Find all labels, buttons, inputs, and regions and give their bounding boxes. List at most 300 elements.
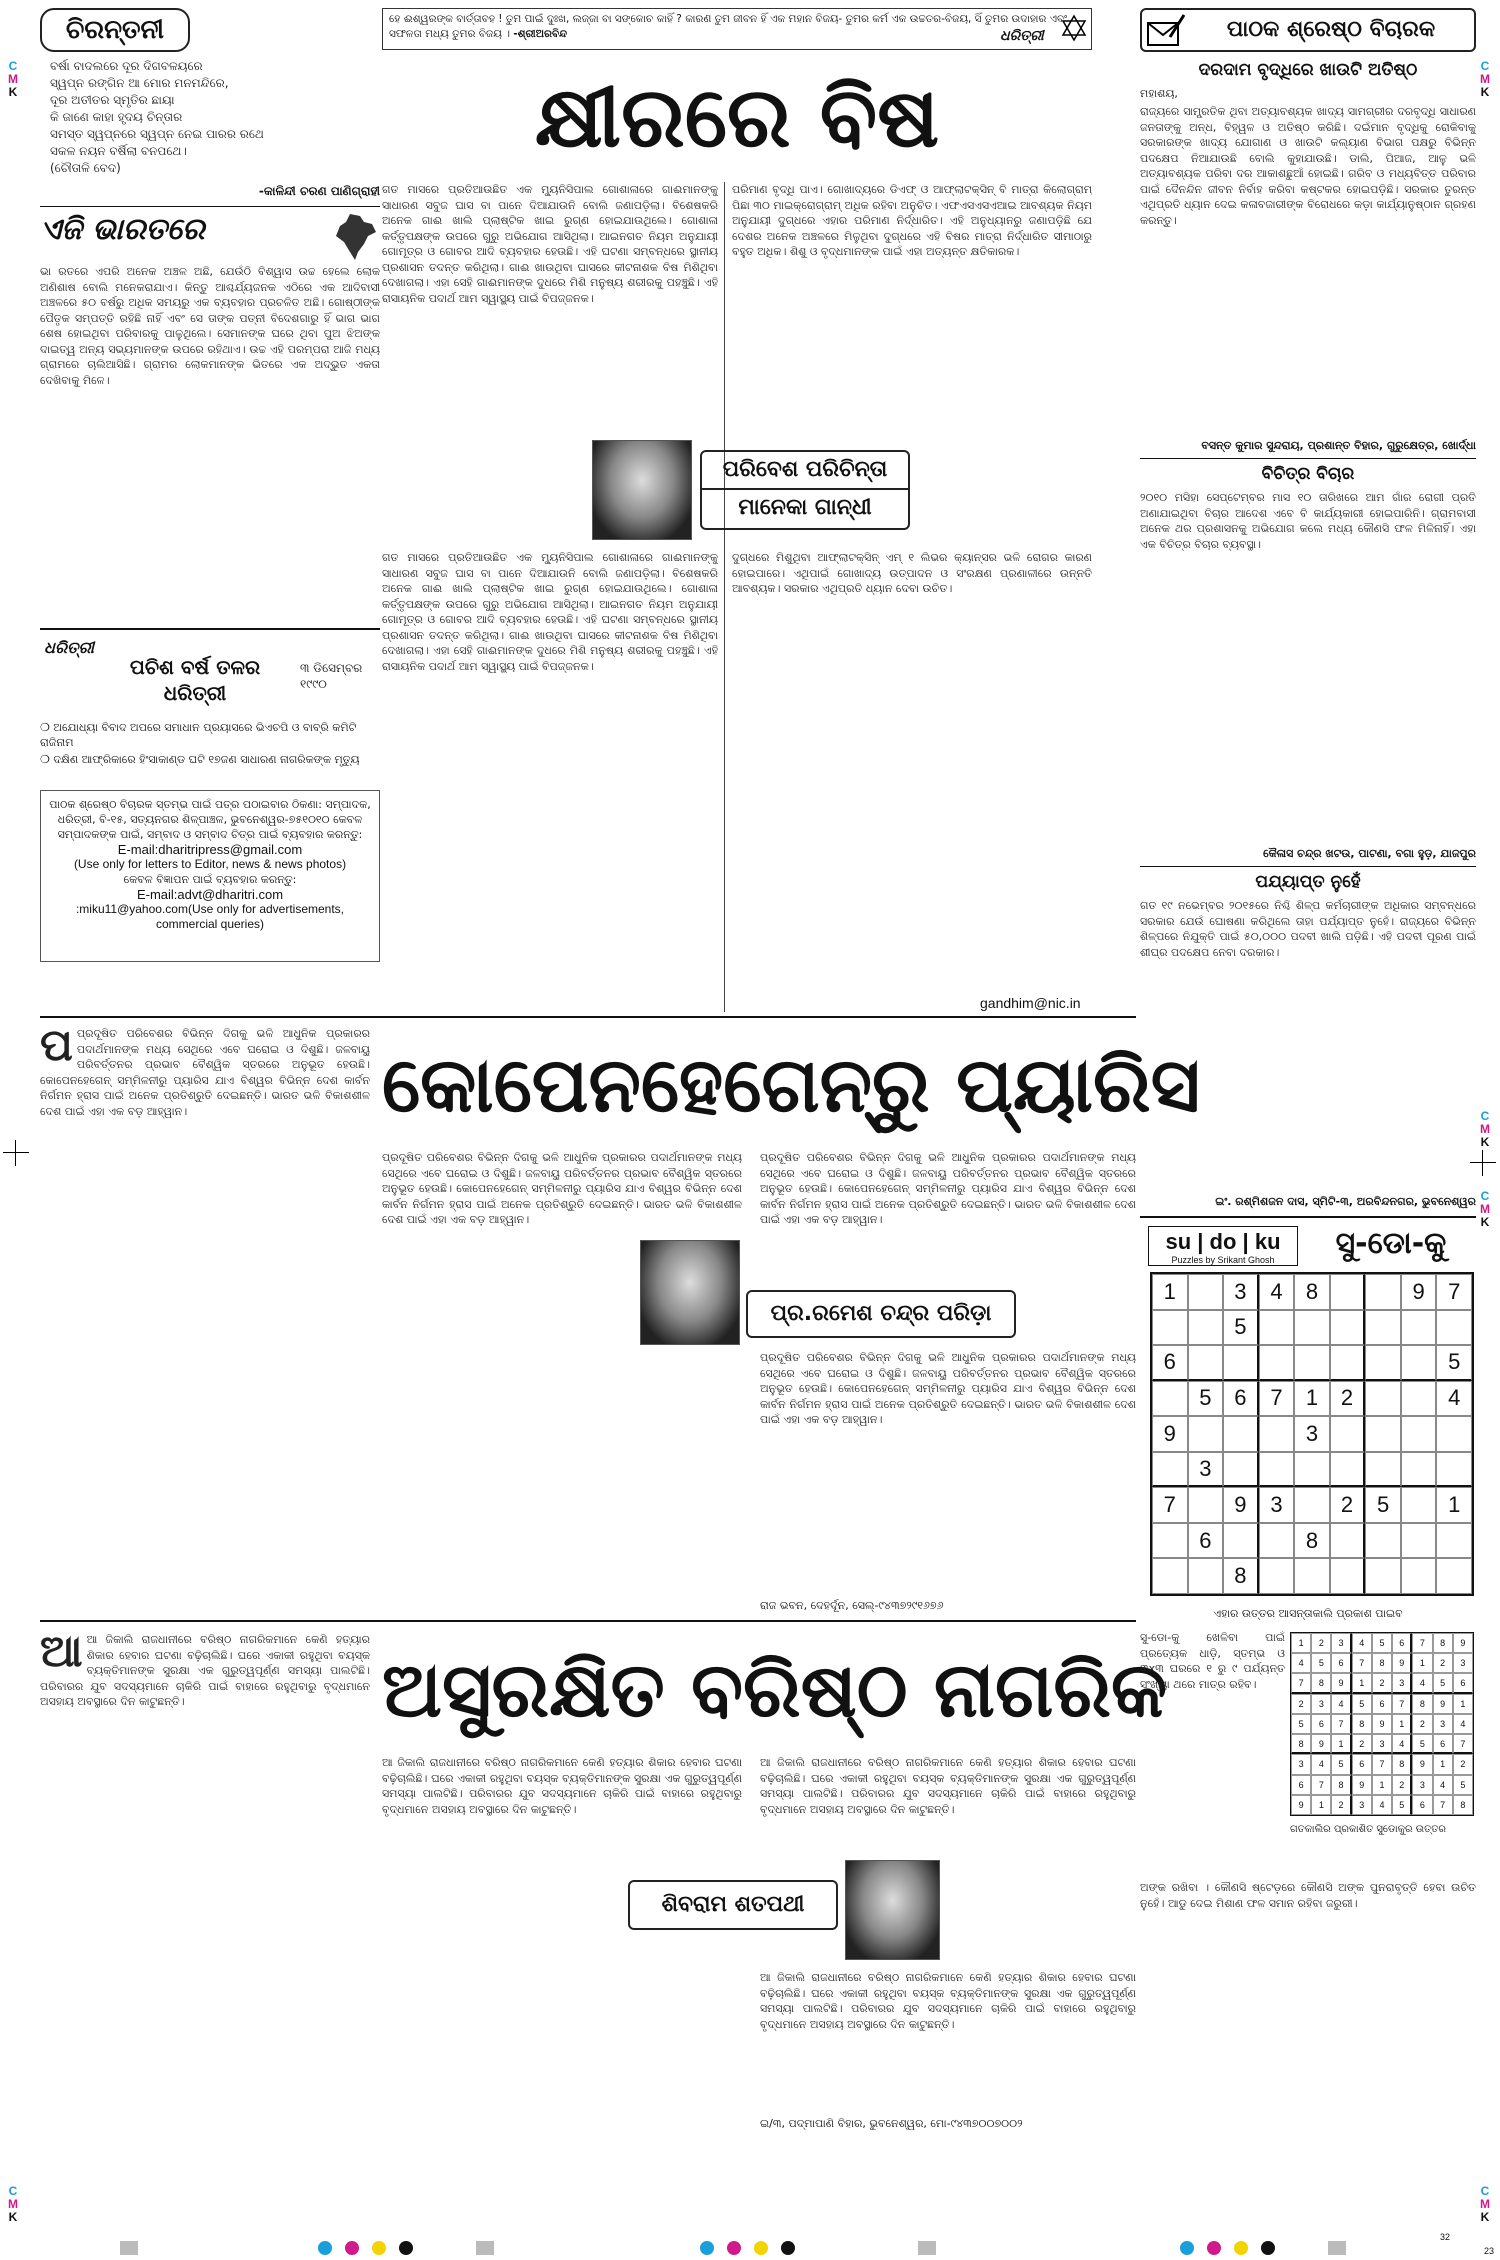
sudoku-cell: 5 bbox=[1352, 1694, 1372, 1714]
chirantani-header: ଚିରନ୍ତନୀ bbox=[40, 8, 190, 52]
cmyk-mark-top-right bbox=[1478, 60, 1492, 99]
column-divider bbox=[724, 182, 725, 1012]
sudoku-cell[interactable] bbox=[1223, 1416, 1259, 1452]
sudoku-cell: 4 bbox=[1372, 1795, 1392, 1815]
shibaram-box: ଶିବରାମ ଶତପଥୀ bbox=[628, 1880, 838, 1930]
letter3-body: ଗତ ୧୯ ନଭେମ୍ବର ୨୦୧୫ରେ ନିଶ୍ଚି ଶିଳ୍ପ କର୍ମଚାରୀଙ୍କ ଅଧିକାର ସମ୍ବନ୍ଧରେ ସରକାର ଯେଉଁ ଘୋଷଣା କରିଥିଲେ ତାହା ପର୍ଯ୍ୟାପ୍ତ ନୁହେଁ। ରାଜ୍ୟରେ ବିଭିନ୍ନ ଶିଳ୍ପରେ ନିଯୁକ୍ତି ପାଇଁ ୫୦,୦୦୦ ପଦବୀ ଖାଲି ପଡ଼ିଛି। ଏହି ପଦବୀ ପୂରଣ ପାଇଁ ଶୀଘ୍ର ପଦକ୍ଷେପ ନେବା ଦରକାର। bbox=[1140, 899, 1476, 959]
sudoku-cell: 7 bbox=[1392, 1694, 1412, 1714]
sudoku-cell: 7 bbox=[1331, 1714, 1351, 1734]
sudoku-cell: 2 bbox=[1331, 1795, 1351, 1815]
sudoku-puzzle-grid[interactable] bbox=[1150, 1272, 1474, 1596]
parivesha-box bbox=[700, 450, 910, 530]
cmyk-k: K bbox=[8, 2210, 18, 2224]
black-dot bbox=[1261, 2241, 1275, 2255]
masthead-logo: ଧରିତ୍ରୀ bbox=[1000, 28, 1044, 44]
cyan-dot bbox=[1180, 2241, 1194, 2255]
sudoku-cell[interactable] bbox=[1259, 1452, 1295, 1488]
divider bbox=[1140, 458, 1476, 459]
logo-su: su bbox=[1165, 1229, 1192, 1254]
sudoku-cell[interactable] bbox=[1188, 1274, 1224, 1310]
sudoku-cell: 1 bbox=[1372, 1775, 1392, 1795]
sudoku-cell: 6 bbox=[1331, 1653, 1351, 1673]
email-editor-note: (Use only for letters to Editor, news & news photos) bbox=[73, 857, 347, 871]
cmyk-k: K bbox=[8, 85, 18, 99]
sudoku-cell[interactable] bbox=[1365, 1381, 1401, 1417]
sudoku-cell[interactable] bbox=[1188, 1558, 1224, 1594]
editorial2-col3-cont: ପ୍ରଦୂଷିତ ପରିବେଶର ବିଭିନ୍ନ ଦିଗକୁ ଭଳି ଆଧୁନିକ ପ୍ରକାରର ପଦାର୍ଥମାନଙ୍କ ମଧ୍ୟ ସେଥିରେ ଏବେ ଘରୋଇ ଓ ଦିଶୁଛି। ଜଳବାୟୁ ପରିବର୍ତ୍ତନର ପ୍ରଭାବ ବୈଶ୍ୱିକ ସ୍ତରରେ ଅନୁଭୂତ ହେଉଛି। କୋପେନହେଗେନ୍ ସମ୍ମିଳନୀରୁ ପ୍ୟାରିସ ଯାଏ ବିଶ୍ୱର ବିଭିନ୍ନ ଦେଶ କାର୍ବନ ନିର୍ଗମନ ହ୍ରାସ ପାଇଁ ଅନେକ ପ୍ରତିଶ୍ରୁତି ଦେଇଛନ୍ତି। ଭାରତ ଭଳି ବିକାଶଶୀଳ ଦେଶ ପାଇଁ ଏହା ଏକ ବଡ଼ ଆହ୍ୱାନ। bbox=[760, 1351, 1136, 1426]
sudoku-cell: 5 bbox=[1311, 1653, 1331, 1673]
sudoku-cell[interactable] bbox=[1223, 1452, 1259, 1488]
page-number: 32 bbox=[1440, 2232, 1451, 2242]
cmyk-m: M bbox=[1480, 2197, 1490, 2211]
editorial3-col1 bbox=[40, 1632, 370, 2132]
sudoku-cell[interactable] bbox=[1330, 1452, 1366, 1488]
sudoku-cell[interactable] bbox=[1365, 1310, 1401, 1346]
sudoku-cell[interactable] bbox=[1152, 1381, 1188, 1417]
badge-date: ୩ ଡିସେମ୍ବର ୧୯୯୦ bbox=[300, 661, 363, 691]
sudoku-cell[interactable]: 4 bbox=[1436, 1381, 1472, 1417]
sudoku-cell: 8 bbox=[1331, 1775, 1351, 1795]
sudoku-cell[interactable] bbox=[1330, 1274, 1366, 1310]
sudoku-cell[interactable] bbox=[1401, 1523, 1437, 1559]
email-advt-intro: କେବଳ ବିଜ୍ଞାପନ ପାଇଁ ବ୍ୟବହାର କରନ୍ତୁ: bbox=[123, 873, 297, 886]
sudoku-cell: 9 bbox=[1453, 1633, 1473, 1653]
sudoku-cell: 2 bbox=[1372, 1673, 1392, 1693]
sudoku-cell[interactable]: 2 bbox=[1330, 1381, 1366, 1417]
cyan-dot bbox=[700, 2241, 714, 2255]
letter1-sign: ବସନ୍ତ କୁମାର ସୁନ୍ଦରାୟ, ପ୍ରଶାନ୍ତ ବିହାର, ଗୁରୁକ୍ଷେତ୍ର, ଖୋର୍ଦ୍ଧା bbox=[1201, 439, 1476, 452]
magenta-dot bbox=[1207, 2241, 1221, 2255]
editorial1-col2: ପରିମାଣ ବୃଦ୍ଧି ପାଏ। ଗୋଖାଦ୍ୟରେ ଡିଏଫ୍ ଓ ଆଫ୍ଲାଟକ୍ସିନ୍ ବି ମାତ୍ରା କିଲୋଗ୍ରାମ୍ ପିଛା ୩୦ ମାଇକ୍ରୋଗ୍ରାମ୍ ଅଧିକ ରହିବା ଅନୁଚିତ। ଏଫଏସଏସଏଆଇ ଆବଶ୍ୟକ ନିୟମ ଅନୁଯାୟୀ ଦୁଗ୍ଧରେ ଏହାର ପରିମାଣ ନିର୍ଦ୍ଧାରିତ। ଏହି ଅନୁଧ୍ୟାନରୁ ଜଣାପଡ଼ିଛି ଯେ ଦେଶର ଅନେକ ଅଞ୍ଚଳରେ ମିଳୁଥିବା ଦୁଗ୍ଧରେ ଏହି ବିଷର ମାତ୍ରା ନିର୍ଦ୍ଧାରିତ ସୀମାଠାରୁ ବହୁତ ଅଧିକ। ଶିଶୁ ଓ ବୃଦ୍ଧମାନଙ୍କ ପାଇଁ ଏହା ଅତ୍ୟନ୍ତ କ୍ଷତିକାରକ। bbox=[732, 183, 1092, 258]
email-editor-link[interactable]: E-mail:dharitripress@gmail.com bbox=[117, 842, 303, 857]
sudoku-cell[interactable] bbox=[1401, 1416, 1437, 1452]
sudoku-cell[interactable]: 5 bbox=[1223, 1310, 1259, 1346]
sudoku-cell[interactable]: 7 bbox=[1259, 1381, 1295, 1417]
sudoku-cell: 1 bbox=[1291, 1633, 1311, 1653]
sudoku-cell: 2 bbox=[1291, 1694, 1311, 1714]
sudoku-cell[interactable] bbox=[1436, 1558, 1472, 1594]
sudoku-cell[interactable] bbox=[1223, 1523, 1259, 1559]
cmyk-c: C bbox=[1480, 59, 1490, 73]
sudoku-cell: 4 bbox=[1433, 1775, 1453, 1795]
sudoku-cell[interactable]: 1 bbox=[1294, 1381, 1330, 1417]
sudoku-cell[interactable]: 1 bbox=[1152, 1274, 1188, 1310]
sudoku-cell[interactable] bbox=[1152, 1452, 1188, 1488]
sudoku-cell[interactable] bbox=[1365, 1523, 1401, 1559]
cmyk-k: K bbox=[1480, 2210, 1490, 2224]
grey-block bbox=[918, 2241, 936, 2255]
author-photo-maneka bbox=[592, 440, 692, 540]
black-dot bbox=[399, 2241, 413, 2255]
registration-crosshair-left bbox=[3, 1140, 29, 1166]
sudoku-cell[interactable]: 8 bbox=[1223, 1558, 1259, 1594]
color-bar-2 bbox=[700, 2240, 1100, 2256]
grey-block bbox=[476, 2241, 494, 2255]
cmyk-m: M bbox=[8, 72, 18, 86]
headline-kshirare-bisha: କ୍ଷୀରରେ ବିଷ bbox=[534, 68, 940, 166]
sudoku-cell: 9 bbox=[1433, 1694, 1453, 1714]
quote-strip bbox=[382, 8, 1092, 50]
yellow-dot bbox=[754, 2241, 768, 2255]
sudoku-cell: 6 bbox=[1453, 1673, 1473, 1693]
sudoku-cell: 8 bbox=[1352, 1714, 1372, 1734]
magenta-dot bbox=[345, 2241, 359, 2255]
section-divider bbox=[40, 1620, 1136, 1622]
yellow-dot bbox=[1234, 2241, 1248, 2255]
sudoku-odia-title: ସୁ-ଡୋ-କୁ bbox=[1335, 1226, 1447, 1261]
sudoku-cell: 9 bbox=[1331, 1673, 1351, 1693]
sudoku-cell: 9 bbox=[1311, 1734, 1331, 1754]
editorial3-col2: ଆ ଜିକାଲି ରାଜଧାନୀରେ ବରିଷ୍ଠ ନାଗରିକମାନେ କେଣି ହତ୍ୟାର ଶିକାର ହେବାର ଘଟଣା ବଢ଼ିଚାଲିଛି। ଘରେ ଏକାକୀ ରହୁଥିବା ବୟସ୍କ ବ୍ୟକ୍ତିମାନଙ୍କ ସୁରକ୍ଷା ଏକ ଗୁରୁତ୍ୱପୂର୍ଣ୍ଣ ସମସ୍ୟା ପାଲଟିଛି। ପରିବାରର ଯୁବ ସଦସ୍ୟମାନେ ଚାକିରି ପାଇଁ ବାହାରେ ରହୁଥିବାରୁ ବୃଦ୍ଧମାନେ ଅସହାୟ ଅବସ୍ଥାରେ ଦିନ କାଟୁଛନ୍ତି। bbox=[382, 1756, 742, 1816]
sudoku-cell: 1 bbox=[1412, 1653, 1432, 1673]
sudoku-cell: 3 bbox=[1311, 1694, 1331, 1714]
badge-bullet-1 bbox=[40, 720, 380, 750]
bullet-icon: ❍ bbox=[40, 721, 54, 734]
email-advt-note[interactable]: :miku11@yahoo.com(Use only for advertisements, commercial queries) bbox=[75, 902, 345, 931]
sudoku-cell[interactable]: 5 bbox=[1436, 1345, 1472, 1381]
letter3-title: ପଯ୍ୟାପ୍ତ ନୁହେଁ bbox=[1255, 872, 1361, 892]
sudoku-cell[interactable] bbox=[1365, 1274, 1401, 1310]
sudoku-cell: 6 bbox=[1291, 1775, 1311, 1795]
sudoku-cell: 7 bbox=[1352, 1653, 1372, 1673]
sudoku-cell[interactable] bbox=[1365, 1345, 1401, 1381]
reader-header bbox=[1140, 8, 1476, 52]
sudoku-cell[interactable]: 9 bbox=[1152, 1416, 1188, 1452]
sudoku-cell[interactable] bbox=[1330, 1416, 1366, 1452]
sudoku-cell[interactable]: 8 bbox=[1294, 1523, 1330, 1559]
aji-bharatare-title: ଏଜି ଭାରତରେ bbox=[40, 212, 205, 247]
sudoku-cell: 4 bbox=[1291, 1653, 1311, 1673]
sudoku-cell[interactable] bbox=[1436, 1452, 1472, 1488]
sudoku-cell[interactable] bbox=[1436, 1523, 1472, 1559]
sudoku-cell[interactable]: 3 bbox=[1223, 1274, 1259, 1310]
sudoku-cell[interactable] bbox=[1330, 1310, 1366, 1346]
bullet-text: ଅଯୋଧ୍ୟା ବିବାଦ ଅପରେ ସମାଧାନ ପ୍ରୟାସରେ ଭିଏଚପି ଓ ବାବ୍ରି କମିଟି ରାଜିନାମ bbox=[40, 721, 357, 749]
letter3-sign: ଇଂ. ରଶ୍ମିଶଜନ ଦାସ, ସ୍ମିଟି-୩, ଅରବିନ୍ଦନଗର, ଭୁବନେଶ୍ୱର bbox=[1215, 1195, 1476, 1208]
sudoku-cell: 7 bbox=[1412, 1633, 1432, 1653]
sudoku-cell[interactable] bbox=[1401, 1345, 1437, 1381]
sudoku-cell: 6 bbox=[1433, 1734, 1453, 1754]
sudoku-cell: 5 bbox=[1412, 1734, 1432, 1754]
sudoku-cell[interactable] bbox=[1188, 1487, 1224, 1523]
sudoku-cell: 2 bbox=[1311, 1633, 1331, 1653]
twentyfive-years-badge bbox=[40, 636, 380, 716]
sudoku-cell: 2 bbox=[1352, 1734, 1372, 1754]
sudoku-cell: 4 bbox=[1453, 1714, 1473, 1734]
cmyk-mark-mid-right-2 bbox=[1478, 1190, 1492, 1229]
sudoku-byline: Puzzles by Srikant Ghosh bbox=[1171, 1255, 1275, 1265]
sudoku-cell[interactable]: 4 bbox=[1259, 1274, 1295, 1310]
sudoku-cell: 6 bbox=[1352, 1754, 1372, 1774]
chirantani-author: -କାଳିନ୍ଦୀ ଚରଣ ପାଣିଗ୍ରାହୀ bbox=[258, 184, 380, 198]
email-advt-link[interactable]: E-mail:advt@dharitri.com bbox=[136, 887, 284, 902]
sudoku-cell[interactable]: 6 bbox=[1223, 1381, 1259, 1417]
box-author: ମାନେକା ଗାନ୍ଧୀ bbox=[738, 495, 872, 520]
sudoku-cell: 4 bbox=[1331, 1694, 1351, 1714]
sudoku-cell[interactable]: 1 bbox=[1436, 1487, 1472, 1523]
sudoku-cell: 3 bbox=[1331, 1633, 1351, 1653]
letter2-sign: କୈଳାସ ଚନ୍ଦ୍ର ଖଟଉ, ପାଟଣା, ବଗା ହୁଡ଼, ଯାଜପୁର bbox=[1263, 847, 1476, 860]
sudoku-cell: 6 bbox=[1311, 1714, 1331, 1734]
editorial2-footer: ରାଜ ଭବନ, ଦେହର୍ଦୂନ, ସେଲ୍-୯୪୩୭୨୯୧୬୭୬ bbox=[760, 1599, 944, 1612]
sudoku-cell[interactable] bbox=[1330, 1345, 1366, 1381]
sudoku-cell: 2 bbox=[1453, 1754, 1473, 1774]
editorial1-col1-cont: ଗତ ମାସରେ ପ୍ରତିଆଉଛିତ ଏକ ମ୍ୟୁନିସିପାଲ ଗୋଶାଳାରେ ଗାଈମାନଙ୍କୁ ସାଧାରଣ ସବୁଜ ଘାସ ବା ପାନେ ଦିଆଯାଉନି ବୋଲି ଜଣାପଡ଼ିଲା। ବିଶେଷକରି ଅନେକ ଗାଈ ଖାଲି ପ୍ଲାଷ୍ଟିକ ଖାଇ ରୁଗ୍ଣ ହୋଇଯାଉଥିଲେ। ଗୋଶାଳା କର୍ତ୍ତୃପକ୍ଷଙ୍କ ଉପରେ ଗୁରୁ ଅଭିଯୋଗ ଆସିଥିଲା। ଆଇନଗତ ନିୟମ ଅନୁଯାୟୀ ଗୋମୂତ୍ର ଓ ଗୋବର ଆଦି ବ୍ୟବହାର ହେଉଛି। ଏହି ଘଟଣା ସମ୍ବନ୍ଧରେ ସ୍ଥାନୀୟ ପ୍ରଶାସନ ତଦନ୍ତ କରିଥିଲା। ଗାଈ ଖାଉଥିବା ଘାସରେ କୀଟନାଶକ ବିଷ ମିଶିଥିବା ଦେଖାଗଲା। ଏହା ସେହି ଗାଈମାନଙ୍କ ଦୁଧରେ ମିଶି ମନୁଷ୍ୟ ଶରୀରକୁ ପହଞ୍ଚୁଛି। ଏହି ରାସାୟନିକ ପଦାର୍ଥ ଆମ ସ୍ୱାସ୍ଥ୍ୟ ପାଇଁ ବିପଜ୍ଜନକ। bbox=[382, 551, 718, 673]
section-divider bbox=[40, 1016, 1136, 1018]
quote-text: ହେ ଈଶ୍ୱରଙ୍କ ବାର୍ତ୍ତାବହ ! ତୁମ ପାଇଁ ଦୁଃଖ, ଲଜ୍ଜା ବା ସଙ୍କୋଚ କାହିଁ ? କାରଣ ତୁମ ଜୀବନ ହିଁ ଏକ ମହାନ ବିଜୟ- ତୁମର କର୍ମ ଏକ ଉଚ୍ଚତର-ବିଜୟ, ସିଁ ତୁମର ଉଦାହାର ଏବଂ ସଫଳତା ମଧ୍ୟ ତୁମର ବିଜୟ । bbox=[389, 13, 1067, 40]
divider bbox=[40, 206, 380, 207]
sudoku-cell: 9 bbox=[1412, 1754, 1432, 1774]
sudoku-cell[interactable]: 3 bbox=[1294, 1416, 1330, 1452]
editorial3-footer: ଇ/୩, ପଦ୍ମାପାଣି ବିହାର, ଭୁବନେଶ୍ୱର, ମୋ-୯୪୩୭୦୦୭୦୦୨ bbox=[760, 2117, 1023, 2130]
sudoku-cell[interactable]: 8 bbox=[1294, 1274, 1330, 1310]
cmyk-k: K bbox=[1480, 1135, 1490, 1149]
sudoku-cell: 6 bbox=[1392, 1633, 1412, 1653]
sudoku-answer-note: ଏହାର ଉତ୍ତର ଆସନ୍ତାକାଲି ପ୍ରକାଶ ପାଇବ bbox=[1213, 1607, 1403, 1620]
sudoku-cell[interactable] bbox=[1294, 1345, 1330, 1381]
sudoku-cell: 4 bbox=[1311, 1754, 1331, 1774]
sudoku-cell[interactable]: 9 bbox=[1223, 1487, 1259, 1523]
sudoku-cell: 2 bbox=[1433, 1653, 1453, 1673]
cmyk-m: M bbox=[1480, 1202, 1490, 1216]
sudoku-cell: 1 bbox=[1453, 1694, 1473, 1714]
aji-bharatare-header bbox=[40, 212, 380, 262]
ramesh-box: ପ୍ର.ରମେଶ ଚନ୍ଦ୍ର ପରିଡ଼ା bbox=[746, 1290, 1016, 1338]
sudoku-cell[interactable] bbox=[1188, 1310, 1224, 1346]
editorial1-col2-cont: ଦୁଗ୍ଧରେ ମିଶୁଥିବା ଆଫ୍ଲାଟକ୍ସିନ୍ ଏମ୍ ୧ ଲିଭର କ୍ୟାନ୍ସର ଭଳି ରୋଗର କାରଣ ହୋଇପାରେ। ଏଥିପାଇଁ ଗୋଖାଦ୍ୟ ଉତ୍ପାଦନ ଓ ସଂରକ୍ଷଣ ପ୍ରଣାଳୀରେ ଉନ୍ନତି ଆବଶ୍ୟକ। ସରକାର ଏଥିପ୍ରତି ଧ୍ୟାନ ଦେବା ଉଚିତ। bbox=[732, 551, 1092, 595]
contact-box bbox=[40, 790, 380, 962]
sudoku-cell[interactable] bbox=[1259, 1416, 1295, 1452]
sudoku-cell[interactable] bbox=[1401, 1452, 1437, 1488]
sudoku-cell: 5 bbox=[1453, 1775, 1473, 1795]
author-photo-ramesh bbox=[640, 1240, 740, 1345]
letter1-salute: ମହାଶୟ, bbox=[1140, 87, 1178, 100]
sudoku-cell: 3 bbox=[1352, 1795, 1372, 1815]
cmyk-mark-bottom-left bbox=[6, 2185, 20, 2224]
sudoku-cell: 8 bbox=[1291, 1734, 1311, 1754]
editorial1-col1: ଗତ ମାସରେ ପ୍ରତିଆଉଛିତ ଏକ ମ୍ୟୁନିସିପାଲ ଗୋଶାଳାରେ ଗାଈମାନଙ୍କୁ ସାଧାରଣ ସବୁଜ ଘାସ ବା ପାନେ ଦିଆଯାଉନି ବୋଲି ଜଣାପଡ଼ିଲା। ବିଶେଷକରି ଅନେକ ଗାଈ ଖାଲି ପ୍ଲାଷ୍ଟିକ ଖାଇ ରୁଗ୍ଣ ହୋଇଯାଉଥିଲେ। ଗୋଶାଳା କର୍ତ୍ତୃପକ୍ଷଙ୍କ ଉପରେ ଗୁରୁ ଅଭିଯୋଗ ଆସିଥିଲା। ଆଇନଗତ ନିୟମ ଅନୁଯାୟୀ ଗୋମୂତ୍ର ଓ ଗୋବର ଆଦି ବ୍ୟବହାର ହେଉଛି। ଏହି ଘଟଣା ସମ୍ବନ୍ଧରେ ସ୍ଥାନୀୟ ପ୍ରଶାସନ ତଦନ୍ତ କରିଥିଲା। ଗାଈ ଖାଉଥିବା ଘାସରେ କୀଟନାଶକ ବିଷ ମିଶିଥିବା ଦେଖାଗଲା। ଏହା ସେହି ଗାଈମାନଙ୍କ ଦୁଧରେ ମିଶି ମନୁଷ୍ୟ ଶରୀରକୁ ପହଞ୍ଚୁଛି। ଏହି ରାସାୟନିକ ପଦାର୍ଥ ଆମ ସ୍ୱାସ୍ଥ୍ୟ ପାଇଁ ବିପଜ୍ଜନକ। bbox=[382, 183, 718, 305]
sudoku-cell[interactable] bbox=[1401, 1558, 1437, 1594]
sudoku-cell: 3 bbox=[1433, 1714, 1453, 1734]
sudoku-cell: 1 bbox=[1331, 1734, 1351, 1754]
sudoku-cell: 3 bbox=[1453, 1653, 1473, 1673]
color-bar-3 bbox=[1180, 2240, 1410, 2256]
editorial3-col3: ଆ ଜିକାଲି ରାଜଧାନୀରେ ବରିଷ୍ଠ ନାଗରିକମାନେ କେଣି ହତ୍ୟାର ଶିକାର ହେବାର ଘଟଣା ବଢ଼ିଚାଲିଛି। ଘରେ ଏକାକୀ ରହୁଥିବା ବୟସ୍କ ବ୍ୟକ୍ତିମାନଙ୍କ ସୁରକ୍ଷା ଏକ ଗୁରୁତ୍ୱପୂର୍ଣ୍ଣ ସମସ୍ୟା ପାଲଟିଛି। ପରିବାରର ଯୁବ ସଦସ୍ୟମାନେ ଚାକିରି ପାଇଁ ବାହାରେ ରହୁଥିବାରୁ ବୃଦ୍ଧମାନେ ଅସହାୟ ଅବସ୍ଥାରେ ଦିନ କାଟୁଛନ୍ତି। bbox=[760, 1756, 1136, 1816]
divider bbox=[40, 628, 380, 630]
sudoku-cell[interactable] bbox=[1259, 1345, 1295, 1381]
sudoku-cell: 8 bbox=[1311, 1673, 1331, 1693]
divider bbox=[1140, 866, 1476, 867]
sudoku-cell: 8 bbox=[1433, 1633, 1453, 1653]
sudoku-cell: 5 bbox=[1291, 1714, 1311, 1734]
cmyk-k: K bbox=[1480, 1215, 1490, 1229]
sudoku-cell[interactable]: 3 bbox=[1188, 1452, 1224, 1488]
cmyk-mark-top-left bbox=[6, 60, 20, 99]
grey-block bbox=[120, 2241, 138, 2255]
sudoku-cell: 5 bbox=[1372, 1633, 1392, 1653]
aji-bharatare-body: ଭା ରତରେ ଏପରି ଅନେକ ଅଞ୍ଚଳ ଅଛି, ଯେଉଁଠି ବିଶ୍ୱାସ ଉଚ୍ଚ ହେଲେ ଲୋକ ଅଣିଶାଷ ବୋଲି ମନେକରାଯାଏ। କିନ୍ତୁ ଆଶ୍ଚର୍ଯ୍ୟଜନକ ଏଠିରେ ଏକ ଆଦିବାସୀ ଅଞ୍ଚଳରେ ୫୦ ବର୍ଷରୁ ଅଧିକ ସମୟରୁ ଏକ ବ୍ୟବହାର ପ୍ରଚଳିତ ଅଛି। ଗୋଷ୍ଠୀଙ୍କ ପୈତୃକ ସମ୍ପତ୍ତି ରହିଛି ନାହିଁ ଏବଂ ସେ ତାଙ୍କ ପତ୍ନୀ ବିଦେଶଗାରୁ ହିଁ ଭାଗ ଭାଗ ଶେଷ ହୋଇଥିବା ପରିବାରକୁ ପାଳୁଥିଲେ। ସେମାନଙ୍କ ଘରେ ଥିବା ପୁଅ ଝିଅଙ୍କ ଦାଇତ୍ୱ ଅନ୍ୟ ସଭ୍ୟମାନଙ୍କ ଉପରେ ରହିଥାଏ। ଉଚ୍ଚ ଏହି ପରମ୍ପରା ଆଜି ମଧ୍ୟ ଗ୍ରାମରେ ଚାଲିଆସିଛି। ଗ୍ରାମର ଲୋକମାନଙ୍କ ଭିତରେ ଏକ ଅଦ୍ଭୁତ ଏକତା ଦେଖିବାକୁ ମିଳେ। bbox=[40, 265, 380, 387]
editorial2-text: ପ୍ରଦୂଷିତ ପରିବେଶର ବିଭିନ୍ନ ଦିଗକୁ ଭଳି ଆଧୁନିକ ପ୍ରକାରର ପଦାର୍ଥମାନଙ୍କ ମଧ୍ୟ ସେଥିରେ ଏବେ ଘରୋଇ ଓ ଦିଶୁଛି। ଜଳବାୟୁ ପରିବର୍ତ୍ତନର ପ୍ରଭାବ ବୈଶ୍ୱିକ ସ୍ତରରେ ଅନୁଭୂତ ହେଉଛି। କୋପେନହେଗେନ୍ ସମ୍ମିଳନୀରୁ ପ୍ୟାରିସ ଯାଏ ବିଶ୍ୱର ବିଭିନ୍ନ ଦେଶ କାର୍ବନ ନିର୍ଗମନ ହ୍ରାସ ପାଇଁ ଅନେକ ପ୍ରତିଶ୍ରୁତି ଦେଇଛନ୍ତି। ଭାରତ ଭଳି ବିକାଶଶୀଳ ଦେଶ ପାଇଁ ଏହା ଏକ ବଡ଼ ଆହ୍ୱାନ। bbox=[40, 1027, 370, 1118]
sudoku-cell: 7 bbox=[1311, 1775, 1331, 1795]
reader-header-title: ପାଠକ ଶ୍ରେଷ୍ଠ ବିଚାରକ bbox=[1226, 17, 1436, 42]
letter1-body: ରାଜ୍ୟରେ ସାମ୍ପ୍ରତିକ ଥିବା ଅତ୍ୟାବଶ୍ୟକ ଖାଦ୍ୟ ସାମଗ୍ରୀର ଦରବୃଦ୍ଧି ସାଧାରଣ ଜନତାଙ୍କୁ ଅନ୍ଧ, ବିହ୍ୱଳ ଓ ଅତିଷ୍ଠ କରିଛି। ଦଇଁମାନ ବୃଦ୍ଧିକୁ ରୋକିବାକୁ ସରକାରଙ୍କ ଖାଦ୍ୟ ଯୋଗାଣ ଓ ଖାଉଟି କଲ୍ୟାଣ ବିଭାଗ ପକ୍ଷରୁ ବିଭିନ୍ନ ପଦକ୍ଷେପ ନିଆଯାଉଛି ବୋଲି କୁହାଯାଉଛି। ଡାଲି, ପିଆଜ, ଆଳୁ ଭଳି ଅତ୍ୟାବଶ୍ୟକ ପରିବା ଦର ଆକାଶଛୁଆଁ ହୋଇଛି। ଗରିବ ଓ ମଧ୍ୟବିତ୍ତ ପରିବାର ପାଇଁ ଦୈନନ୍ଦିନ ଜୀବନ ନିର୍ବାହ କରିବା କଷ୍ଟକର ହୋଇପଡ଼ିଛି। ସରକାର ତୁରନ୍ତ ଏଥିପ୍ରତି ଧ୍ୟାନ ଦେଇ କଳାବଜାରୀଙ୍କ ବିରୋଧରେ କଡ଼ା କାର୍ଯ୍ୟାନୁଷ୍ଠାନ ଗ୍ରହଣ କରନ୍ତୁ। bbox=[1140, 105, 1476, 227]
sudoku-footer-note: ଅଙ୍କ ରଖିବା । କୌଣସି ଷ୍ଟେଡ଼ରେ କୌଣସି ଅଙ୍କ ପୁନରାବୃତ୍ତି ହେବା ଉଚିତ ନୁହେଁ। ଆଡୁ ଦେଇ ମିଶାଣ ଫଳ ସମାନ ରହିବା ଜରୁରୀ। bbox=[1140, 1881, 1476, 1910]
sudoku-cell: 1 bbox=[1311, 1795, 1331, 1815]
cmyk-m: M bbox=[1480, 1122, 1490, 1136]
sudoku-cell[interactable] bbox=[1152, 1558, 1188, 1594]
sudoku-logo: su | do | ku Puzzles by Srikant Ghosh bbox=[1148, 1226, 1298, 1266]
sudoku-cell[interactable] bbox=[1401, 1310, 1437, 1346]
sudoku-cell: 8 bbox=[1372, 1653, 1392, 1673]
sudoku-cell: 3 bbox=[1291, 1754, 1311, 1774]
sudoku-cell: 4 bbox=[1352, 1633, 1372, 1653]
sudoku-cell: 1 bbox=[1392, 1714, 1412, 1734]
sudoku-cell[interactable]: 9 bbox=[1401, 1274, 1437, 1310]
sudoku-solution-grid bbox=[1290, 1632, 1474, 1816]
bullet-icon: ❍ bbox=[40, 753, 54, 766]
sudoku-cell[interactable] bbox=[1152, 1523, 1188, 1559]
cmyk-mark-mid-right-1 bbox=[1478, 1110, 1492, 1149]
sudoku-cell: 8 bbox=[1392, 1754, 1412, 1774]
sudoku-rules: ସୁ-ଡୋ-କୁ ଖେଳିବା ପାଇଁ ପ୍ରତ୍ୟେକ ଧାଡ଼ି, ସ୍ତମ୍ଭ ଓ ୩x୩ ଘରରେ ୧ ରୁ ୯ ପର୍ଯ୍ୟନ୍ତ ସଂଖ୍ୟା ଥରେ ମାତ୍ର ରହିବ। bbox=[1140, 1631, 1285, 1691]
sudoku-cell[interactable]: 5 bbox=[1188, 1381, 1224, 1417]
sudoku-cell[interactable]: 7 bbox=[1436, 1274, 1472, 1310]
sudoku-cell[interactable]: 5 bbox=[1365, 1487, 1401, 1523]
sudoku-cell: 9 bbox=[1392, 1653, 1412, 1673]
color-bar-1 bbox=[120, 2240, 640, 2256]
sudoku-cell: 2 bbox=[1392, 1775, 1412, 1795]
sudoku-cell: 3 bbox=[1412, 1775, 1432, 1795]
box-title: ପରିବେଶ ପରିଚିନ୍ତା bbox=[702, 452, 908, 490]
editorial3-text: ଆ ଜିକାଲି ରାଜଧାନୀରେ ବରିଷ୍ଠ ନାଗରିକମାନେ କେଣି ହତ୍ୟାର ଶିକାର ହେବାର ଘଟଣା ବଢ଼ିଚାଲିଛି। ଘରେ ଏକାକୀ ରହୁଥିବା ବୟସ୍କ ବ୍ୟକ୍ତିମାନଙ୍କ ସୁରକ୍ଷା ଏକ ଗୁରୁତ୍ୱପୂର୍ଣ୍ଣ ସମସ୍ୟା ପାଲଟିଛି। ପରିବାରର ଯୁବ ସଦସ୍ୟମାନେ ଚାକିରି ପାଇଁ ବାହାରେ ରହୁଥିବାରୁ ବୃଦ୍ଧମାନେ ଅସହାୟ ଅବସ୍ଥାରେ ଦିନ କାଟୁଛନ୍ତି। bbox=[40, 1633, 370, 1708]
sudoku-cell[interactable] bbox=[1294, 1452, 1330, 1488]
editorial3-col3-cont: ଆ ଜିକାଲି ରାଜଧାନୀରେ ବରିଷ୍ଠ ନାଗରିକମାନେ କେଣି ହତ୍ୟାର ଶିକାର ହେବାର ଘଟଣା ବଢ଼ିଚାଲିଛି। ଘରେ ଏକାକୀ ରହୁଥିବା ବୟସ୍କ ବ୍ୟକ୍ତିମାନଙ୍କ ସୁରକ୍ଷା ଏକ ଗୁରୁତ୍ୱପୂର୍ଣ୍ଣ ସମସ୍ୟା ପାଲଟିଛି। ପରିବାରର ଯୁବ ସଦସ୍ୟମାନେ ଚାକିରି ପାଇଁ ବାହାରେ ରହୁଥିବାରୁ ବୃଦ୍ଧମାନେ ଅସହାୟ ଅବସ୍ଥାରେ ଦିନ କାଟୁଛନ୍ତି। bbox=[760, 1971, 1136, 2031]
sudoku-cell[interactable] bbox=[1330, 1523, 1366, 1559]
sudoku-cell[interactable]: 6 bbox=[1152, 1345, 1188, 1381]
cmyk-m: M bbox=[1480, 72, 1490, 86]
sudoku-cell: 9 bbox=[1291, 1795, 1311, 1815]
dropcap: ଆ bbox=[40, 1632, 83, 1677]
sudoku-cell[interactable] bbox=[1152, 1310, 1188, 1346]
cyan-dot bbox=[318, 2241, 332, 2255]
sudoku-cell[interactable] bbox=[1294, 1487, 1330, 1523]
sudoku-cell[interactable] bbox=[1436, 1310, 1472, 1346]
dropcap: ପ bbox=[40, 1026, 73, 1071]
magenta-dot bbox=[727, 2241, 741, 2255]
sudoku-cell: 7 bbox=[1453, 1734, 1473, 1754]
sudoku-cell: 1 bbox=[1352, 1673, 1372, 1693]
sudoku-cell: 9 bbox=[1372, 1714, 1392, 1734]
sudoku-cell[interactable] bbox=[1365, 1558, 1401, 1594]
editorial2-col2: ପ୍ରଦୂଷିତ ପରିବେଶର ବିଭିନ୍ନ ଦିଗକୁ ଭଳି ଆଧୁନିକ ପ୍ରକାରର ପଦାର୍ଥମାନଙ୍କ ମଧ୍ୟ ସେଥିରେ ଏବେ ଘରୋଇ ଓ ଦିଶୁଛି। ଜଳବାୟୁ ପରିବର୍ତ୍ତନର ପ୍ରଭାବ ବୈଶ୍ୱିକ ସ୍ତରରେ ଅନୁଭୂତ ହେଉଛି। କୋପେନହେଗେନ୍ ସମ୍ମିଳନୀରୁ ପ୍ୟାରିସ ଯାଏ ବିଶ୍ୱର ବିଭିନ୍ନ ଦେଶ କାର୍ବନ ନିର୍ଗମନ ହ୍ରାସ ପାଇଁ ଅନେକ ପ୍ରତିଶ୍ରୁତି ଦେଇଛନ୍ତି। ଭାରତ ଭଳି ବିକାଶଶୀଳ ଦେଶ ପାଇଁ ଏହା ଏକ ବଡ଼ ଆହ୍ୱାନ। bbox=[382, 1151, 742, 1226]
sudoku-cell: 7 bbox=[1372, 1754, 1392, 1774]
logo-ku: ku bbox=[1254, 1229, 1281, 1254]
sudoku-cell[interactable] bbox=[1259, 1523, 1295, 1559]
cmyk-c: C bbox=[8, 2184, 18, 2198]
sudoku-cell: 5 bbox=[1433, 1673, 1453, 1693]
sudoku-cell[interactable] bbox=[1223, 1345, 1259, 1381]
sudoku-cell[interactable]: 3 bbox=[1259, 1487, 1295, 1523]
cmyk-c: C bbox=[1480, 1189, 1490, 1203]
sudoku-cell: 3 bbox=[1372, 1734, 1392, 1754]
sudoku-cell: 8 bbox=[1453, 1795, 1473, 1815]
editorial2-col3: ପ୍ରଦୂଷିତ ପରିବେଶର ବିଭିନ୍ନ ଦିଗକୁ ଭଳି ଆଧୁନିକ ପ୍ରକାରର ପଦାର୍ଥମାନଙ୍କ ମଧ୍ୟ ସେଥିରେ ଏବେ ଘରୋଇ ଓ ଦିଶୁଛି। ଜଳବାୟୁ ପରିବର୍ତ୍ତନର ପ୍ରଭାବ ବୈଶ୍ୱିକ ସ୍ତରରେ ଅନୁଭୂତ ହେଉଛି। କୋପେନହେଗେନ୍ ସମ୍ମିଳନୀରୁ ପ୍ୟାରିସ ଯାଏ ବିଶ୍ୱର ବିଭିନ୍ନ ଦେଶ କାର୍ବନ ନିର୍ଗମନ ହ୍ରାସ ପାଇଁ ଅନେକ ପ୍ରତିଶ୍ରୁତି ଦେଇଛନ୍ତି। ଭାରତ ଭଳି ବିକାଶଶୀଳ ଦେଶ ପାଇଁ ଏହା ଏକ ବଡ଼ ଆହ୍ୱାନ। bbox=[760, 1151, 1136, 1226]
cmyk-k: K bbox=[1480, 85, 1490, 99]
sudoku-cell[interactable] bbox=[1330, 1558, 1366, 1594]
logo-do: do bbox=[1209, 1229, 1237, 1254]
sudoku-cell: 5 bbox=[1392, 1795, 1412, 1815]
sudoku-cell[interactable] bbox=[1259, 1558, 1295, 1594]
sudoku-cell: 7 bbox=[1291, 1673, 1311, 1693]
sudoku-cell: 6 bbox=[1372, 1694, 1392, 1714]
sudoku-cell: 5 bbox=[1331, 1754, 1351, 1774]
sudoku-cell[interactable] bbox=[1259, 1310, 1295, 1346]
sudoku-cell[interactable]: 6 bbox=[1188, 1523, 1224, 1559]
sudoku-cell: 9 bbox=[1352, 1775, 1372, 1795]
cmyk-c: C bbox=[1480, 1109, 1490, 1123]
headline-copenhagen-paris: କୋପେନହେଗେନ୍‌ରୁ ପ୍ୟାରିସ bbox=[382, 1040, 1201, 1129]
editorial1-email[interactable]: gandhim@nic.in bbox=[980, 995, 1081, 1011]
editorial2-col1 bbox=[40, 1026, 370, 1616]
letter1-title: ଦରଦାମ ବୃଦ୍ଧିରେ ଖାଉଟି ଅତିଷ୍ଠ bbox=[1198, 60, 1418, 80]
sudoku-cell[interactable] bbox=[1294, 1558, 1330, 1594]
chirantani-poem: ବର୍ଷା ବାଦଲରେ ଦୂର ଦିଗବଳୟରେ ସ୍ୱପ୍ନ ରଙ୍ଗିନ ଆ ମୋର ମନମନ୍ଦିରେ, ଦୂର ଅତୀତର ସ୍ମୃତିର ଛାୟା କି ଜାଣେ କାହା ହୃଦୟ ଚିନ୍ତାର ସମସ୍ତ ସ୍ୱପ୍ନରେ ସ୍ୱପ୍ନ ନେଇ ପାରର ରଥେ ସକଳ ନୟନ ବର୍ଷିଲା ବନପଥେ। (ଚୌତାଳି ବେଦ) bbox=[50, 59, 264, 175]
sudoku-cell[interactable] bbox=[1401, 1381, 1437, 1417]
cmyk-c: C bbox=[1480, 2184, 1490, 2198]
india-map-icon bbox=[330, 212, 380, 262]
envelope-pen-icon bbox=[1146, 13, 1186, 49]
corner-number: 23 bbox=[1484, 2246, 1495, 2256]
contact-intro: ପାଠକ ଶ୍ରେଷ୍ଠ ବିଚାରକ ସ୍ତମ୍ଭ ପାଇଁ ପତ୍ର ପଠାଇବାର ଠିକଣା: ସମ୍ପାଦକ, ଧରିତ୍ରୀ, ବି-୧୫, ସତ୍ୟନଗର ଶିଳ୍ପାଞ୍ଚଳ, ଭୁବନେଶ୍ୱର-୭୫୧୦୧୦ କେବଳ ସମ୍ପାଦକଙ୍କ ପାଇଁ, ସମ୍ବାଦ ଓ ସମ୍ବାଦ ଚିତ୍ର ପାଇଁ ବ୍ୟବହାର କରନ୍ତୁ: bbox=[49, 798, 371, 841]
sudoku-cell: 8 bbox=[1412, 1694, 1432, 1714]
black-dot bbox=[781, 2241, 795, 2255]
cmyk-m: M bbox=[8, 2197, 18, 2211]
sudoku-cell: 7 bbox=[1433, 1795, 1453, 1815]
grey-block bbox=[1328, 2241, 1346, 2255]
letter2-body: ୨୦୧୦ ମସିହା ସେପ୍ଟେମ୍ବର ମାସ ୧୦ ତାରିଖରେ ଆମ ଗାଁର ରୋଗୀ ପ୍ରତି ଅଣାଯାଇଥିବା ବିଚାର ଆଦେଶ ଏବେ ବି କାର୍ଯ୍ୟକାରୀ ହୋଇପାରିନି। ଗ୍ରାମବାସୀ ଅନେକ ଥର ପ୍ରଶାସନକୁ ଅଭିଯୋଗ କଲେ ମଧ୍ୟ କୌଣସି ଫଳ ମିଳିନାହିଁ। ଏହା ଏକ ବିଚିତ୍ର ବିଚାର ବ୍ୟବସ୍ଥା। bbox=[1140, 491, 1476, 551]
cmyk-c: C bbox=[8, 59, 18, 73]
sudoku-cell[interactable] bbox=[1188, 1416, 1224, 1452]
author-photo-shibaram bbox=[845, 1860, 940, 1960]
sudoku-cell: 4 bbox=[1412, 1673, 1432, 1693]
divider bbox=[1140, 1216, 1476, 1218]
badge-label: ଧରିତ୍ରୀ bbox=[44, 638, 94, 657]
sudoku-cell[interactable] bbox=[1294, 1310, 1330, 1346]
headline-asurakshita: ଅସୁରକ୍ଷିତ ବରିଷ୍ଠ ନାଗରିକ bbox=[382, 1645, 1168, 1734]
badge-title: ପଚିଶ ବର୍ଷ ତଳର ଧରିତ୍ରୀ bbox=[129, 655, 261, 705]
badge-bullet-2 bbox=[40, 752, 380, 767]
sudoku-cell[interactable]: 7 bbox=[1152, 1487, 1188, 1523]
sudoku-cell: 3 bbox=[1392, 1673, 1412, 1693]
sudoku-cell: 1 bbox=[1433, 1754, 1453, 1774]
sudoku-cell[interactable] bbox=[1188, 1345, 1224, 1381]
sudoku-cell: 4 bbox=[1392, 1734, 1412, 1754]
sudoku-cell[interactable]: 2 bbox=[1330, 1487, 1366, 1523]
sudoku-cell[interactable] bbox=[1436, 1416, 1472, 1452]
sudoku-cell: 2 bbox=[1412, 1714, 1432, 1734]
sudoku-solution-label: ଗତକାଲିର ପ୍ରକାଶିତ ସୁଡୋକୁର ଉତ୍ତର bbox=[1290, 1824, 1446, 1835]
quote-author: -ଶ୍ରୀଅରବିନ୍ଦ bbox=[513, 28, 568, 40]
sudoku-cell[interactable] bbox=[1401, 1487, 1437, 1523]
sudoku-cell: 6 bbox=[1412, 1795, 1432, 1815]
yellow-dot bbox=[372, 2241, 386, 2255]
cmyk-mark-bottom-right bbox=[1478, 2185, 1492, 2224]
letter2-title: ବିଚିତ୍ର ବିଚାର bbox=[1261, 464, 1355, 484]
sudoku-cell[interactable] bbox=[1365, 1452, 1401, 1488]
sudoku-cell[interactable] bbox=[1365, 1416, 1401, 1452]
star-of-david-icon bbox=[1060, 14, 1088, 42]
bullet-text: ଦକ୍ଷିଣ ଆଫ୍ରିକାରେ ହିଂସାକାଣ୍ଡ ଘଟି ୧୭ଜଣ ସାଧାରଣ ନାଗରିକଙ୍କ ମୃତ୍ୟୁ bbox=[53, 753, 360, 766]
